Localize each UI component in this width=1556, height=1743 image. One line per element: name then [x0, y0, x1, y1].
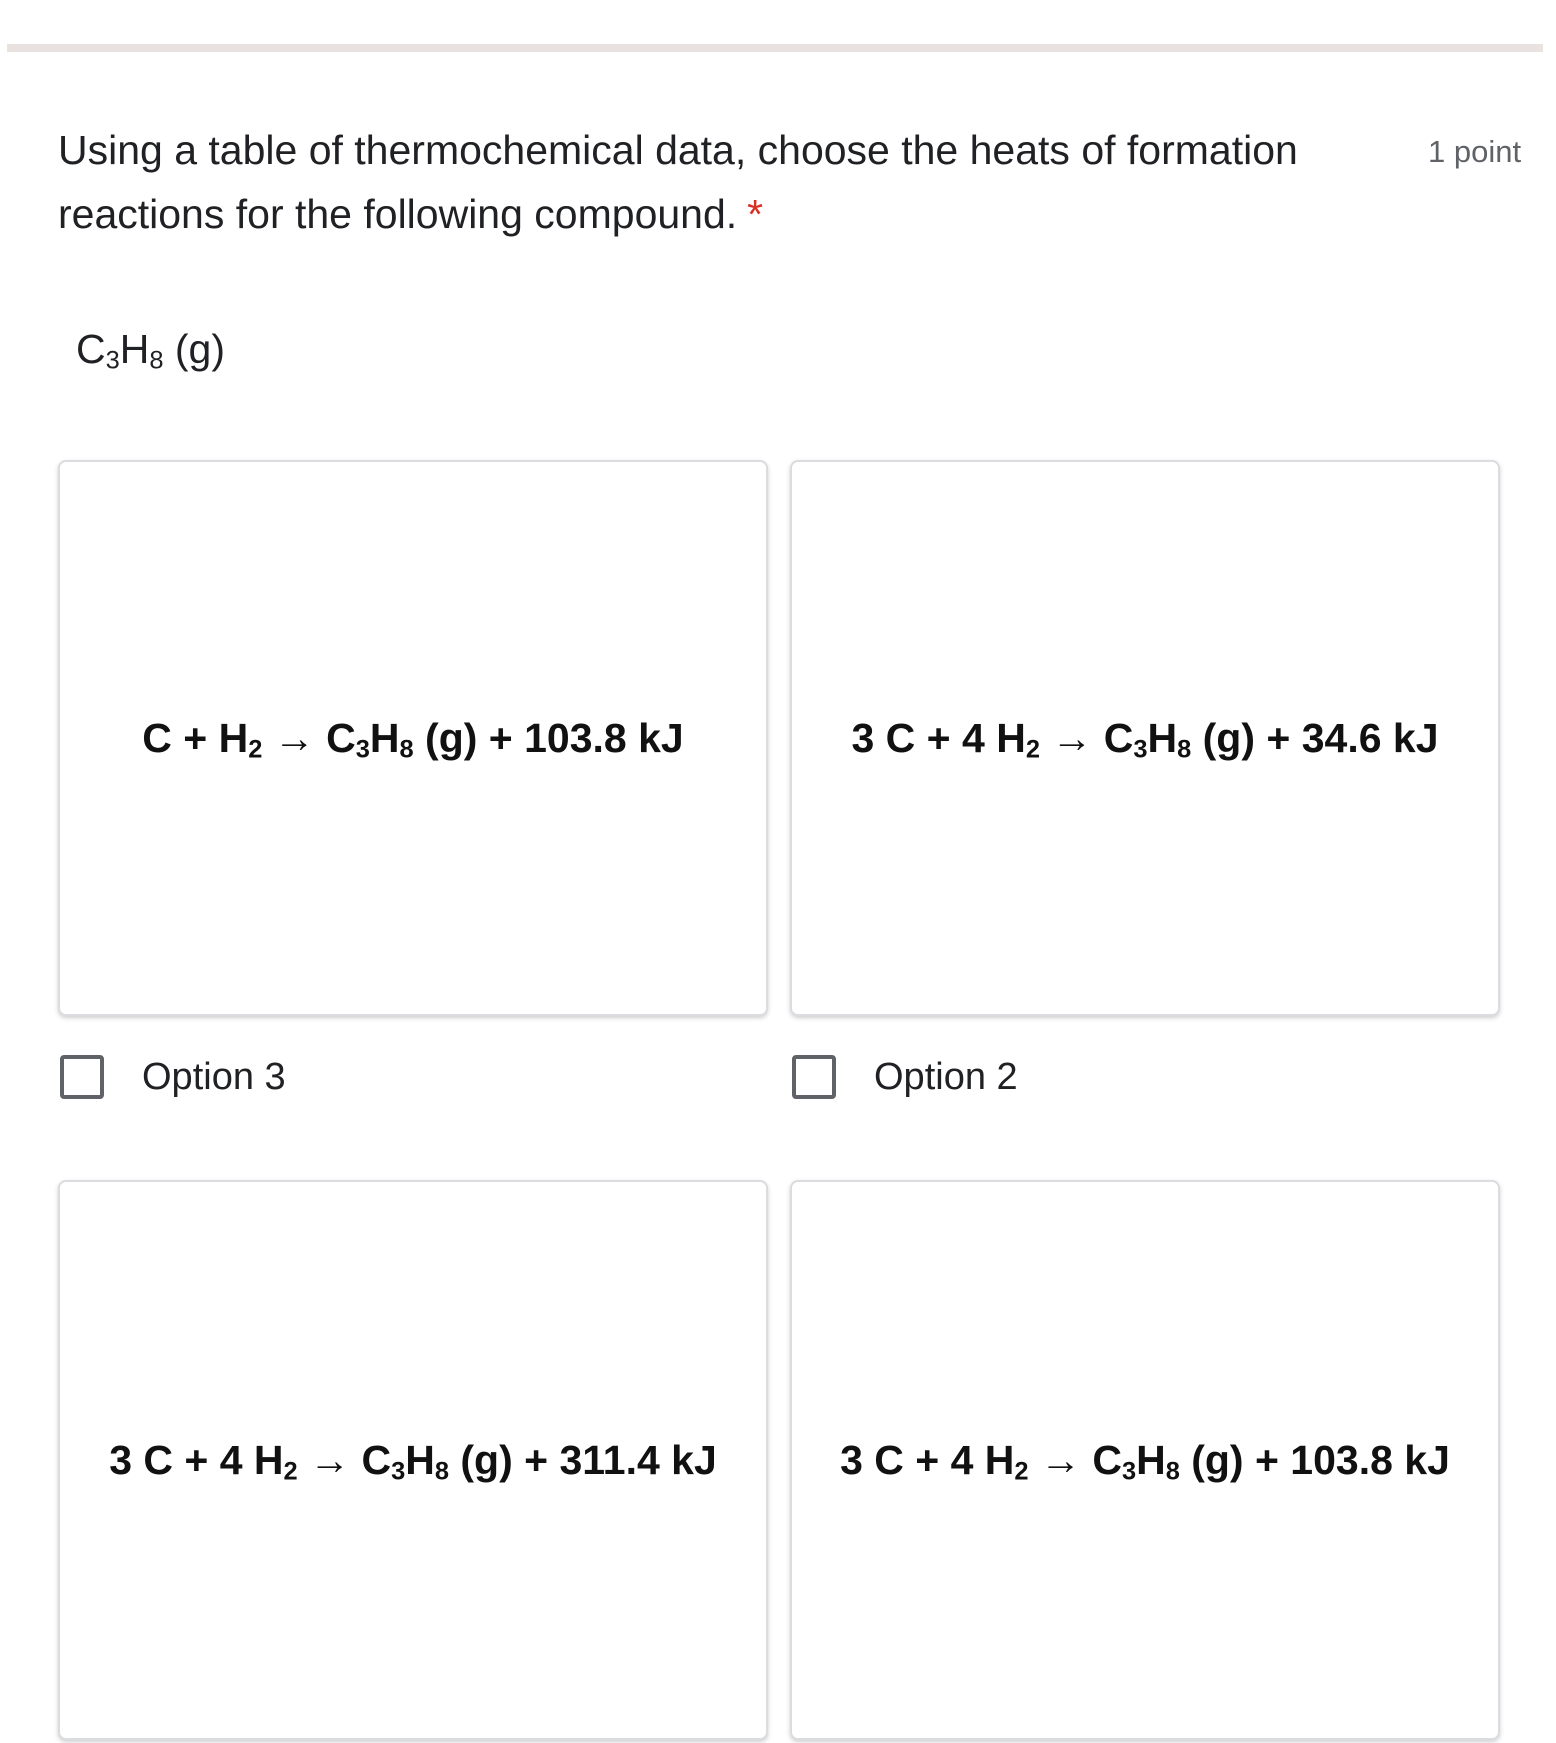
- compound-formula: $C_3H_8$ (g): [76, 326, 225, 375]
- option-row-1[interactable]: [60, 1055, 286, 1099]
- points-badge: 1 point: [1428, 134, 1522, 169]
- choice-equation-2: 3 C + 4 $H_2 \to C_3H_8$ (g) + 34.6 kJ: [851, 714, 1439, 764]
- choice-image-card-4[interactable]: [790, 1180, 1500, 1740]
- option-row-2[interactable]: [792, 1055, 1018, 1099]
- question-title: [58, 118, 1388, 246]
- option-checkbox-2[interactable]: [792, 1055, 836, 1099]
- option-checkbox-1[interactable]: [60, 1055, 104, 1099]
- section-divider: [7, 44, 1543, 52]
- choice-image-card-3[interactable]: [58, 1180, 768, 1740]
- required-asterisk: *: [747, 191, 764, 237]
- choice-image-card-1[interactable]: [58, 460, 768, 1016]
- choice-equation-1: $C + H_2 \to C_3H_8$ (g) + 103.8 kJ: [142, 714, 684, 764]
- option-label-2: Option 2: [874, 1055, 1018, 1098]
- question-text: Using a table of thermochemical data, choose the heats of formation reactions for the following compound.: [58, 127, 1298, 237]
- option-label-1: Option 3: [142, 1055, 286, 1098]
- choice-equation-3: 3 C + 4 $H_2 \to C_3H_8$ (g) + 311.4 kJ: [109, 1436, 717, 1486]
- choice-equation-4: 3 C + 4 $H_2 \to C_3H_8$ (g) + 103.8 kJ: [840, 1436, 1450, 1486]
- choice-image-card-2[interactable]: [790, 460, 1500, 1016]
